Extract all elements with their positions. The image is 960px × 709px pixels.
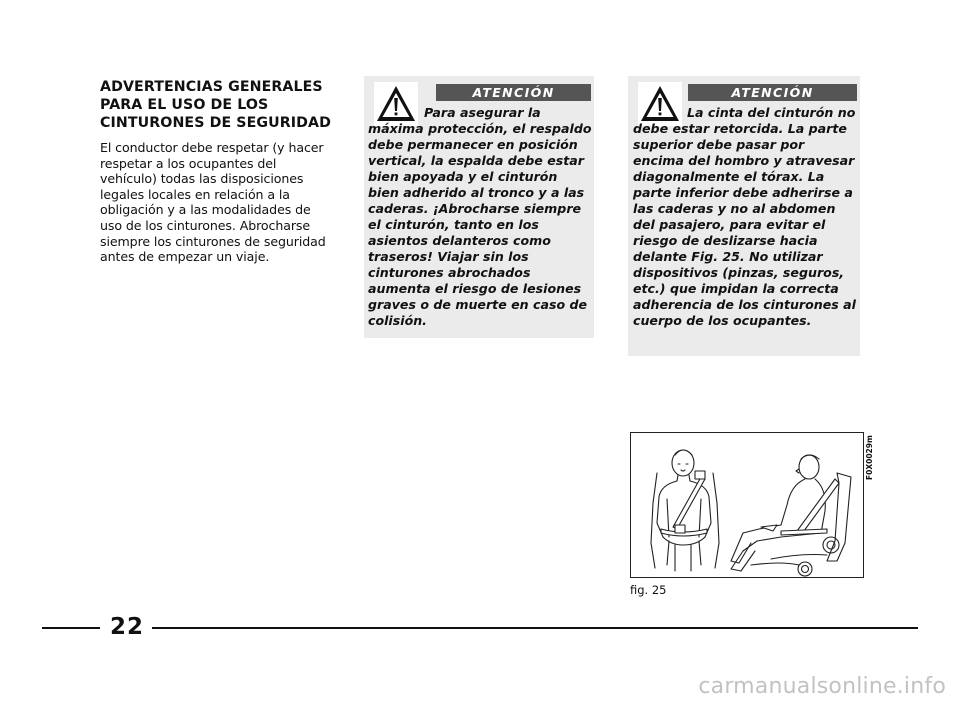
watermark: carmanualsonline.info — [698, 674, 946, 699]
figure-code-label — [864, 432, 874, 482]
footer-rule-left — [42, 627, 100, 629]
page-number: 22 — [109, 614, 144, 640]
footer-rule-right — [152, 627, 918, 629]
seatbelt-illustration — [630, 432, 864, 578]
warning-box-2 — [628, 76, 860, 356]
figure-caption: fig. 25 — [630, 583, 667, 597]
figure-code-text: F0X0029m — [865, 435, 874, 480]
warning-text: Para asegurar la máxima protección, el respaldo debe permanecer en posición vertical, la espalda debe estar bien apoyada y el cinturón bien adherido al tronco y a las caderas. ¡Abrocharse siempre el cinturón, tanto en los asientos delanteros como traseros! Viajar sin los cinturones abrochados aumenta el riesgo de lesiones graves o de muerte en caso de colisión. — [368, 105, 592, 328]
warning-label: ATENCIÓN — [436, 84, 591, 101]
section-body: El conductor debe respetar (y hacer respetar a los ocupantes del vehículo) todas las disposiciones legales locales en relación a la obligación y a las modalidades de uso de los cinturones. Abrocharse siempre los cinturones de seguridad antes de empezar un viaje. — [100, 140, 326, 265]
seatbelt-occupants-drawing — [631, 433, 863, 577]
warning-box-1 — [364, 76, 594, 338]
general-warnings-section — [100, 78, 332, 265]
section-heading: ADVERTENCIAS GENERALES PARA EL USO DE LOS CINTURONES DE SEGURIDAD — [100, 79, 331, 131]
warning-label: ATENCIÓN — [688, 84, 857, 101]
warning-text: La cinta del cinturón no debe estar retorcida. La parte superior debe pasar por encima del hombro y atravesar diagonalmente el tórax. La parte inferior debe adherirse a las caderas y no al abdomen del pasajero, para evitar el riesgo de deslizarse hacia delante Fig. 25. No utilizar dispositivos (pinzas, seguros, etc.) que impidan la correcta adherencia de los cinturones al cuerpo de los ocupantes. — [633, 105, 856, 328]
